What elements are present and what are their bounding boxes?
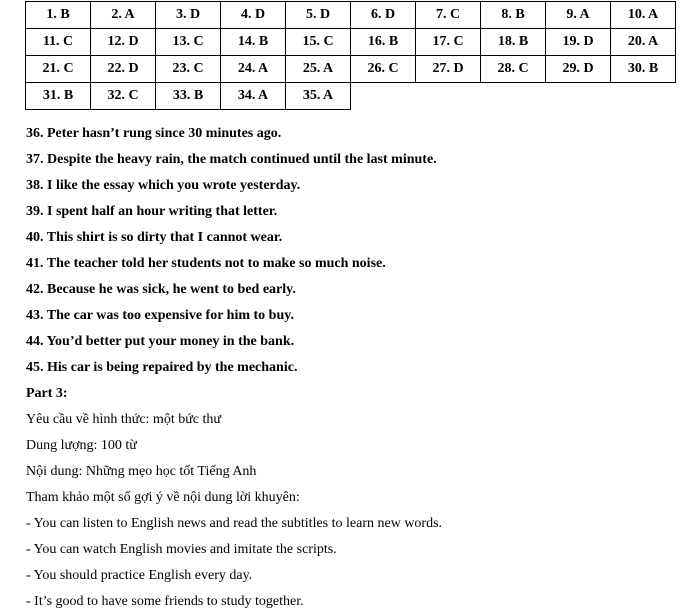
answer-cell: 10. A [611,2,676,29]
empty-cell [351,83,416,110]
empty-cell [611,83,676,110]
answer-sentence: 43. The car was too expensive for him to buy. [26,308,294,323]
answer-cell: 15. C [286,29,351,56]
answer-sentence: 36. Peter hasn’t rung since 30 minutes ago. [26,126,282,141]
answer-sentence: 40. This shirt is so dirty that I cannot wear. [26,230,283,245]
answer-cell: 31. B [26,83,91,110]
answer-cell: 17. C [416,29,481,56]
answer-cell: 12. D [91,29,156,56]
answer-cell: 26. C [351,56,416,83]
answer-cell: 9. A [546,2,611,29]
answer-cell: 34. A [221,83,286,110]
answer-cell: 5. D [286,2,351,29]
answer-cell: 28. C [481,56,546,83]
answer-cell: 18. B [481,29,546,56]
empty-cell [481,83,546,110]
answer-row [26,83,676,110]
part3-line: Dung lượng: 100 từ [26,438,137,453]
answer-key-table [25,1,676,110]
part3-line: Nội dung: Những mẹo học tốt Tiếng Anh [26,464,257,479]
part3-line: - It’s good to have some friends to study together. [26,594,304,609]
answer-sentence: 44. You’d better put your money in the bank. [26,334,295,349]
answer-cell: 32. C [91,83,156,110]
answer-cell: 25. A [286,56,351,83]
answer-cell: 22. D [91,56,156,83]
answer-cell: 21. C [26,56,91,83]
answer-sentence: 39. I spent half an hour writing that letter. [26,204,278,219]
answer-cell: 11. C [26,29,91,56]
part3-line: - You can listen to English news and read the subtitles to learn new words. [26,516,443,531]
answer-cell: 7. C [416,2,481,29]
answer-cell: 33. B [156,83,221,110]
answer-row [26,56,676,83]
document-body [26,121,686,615]
answer-cell: 35. A [286,83,351,110]
answer-sentence: 38. I like the essay which you wrote yesterday. [26,178,301,193]
answer-cell: 6. D [351,2,416,29]
answer-cell: 29. D [546,56,611,83]
answer-cell: 24. A [221,56,286,83]
answer-cell: 3. D [156,2,221,29]
answer-cell: 27. D [416,56,481,83]
answer-row [26,29,676,56]
answer-cell: 4. D [221,2,286,29]
empty-cell [546,83,611,110]
answer-row [26,2,676,29]
answer-sentence: 45. His car is being repaired by the mechanic. [26,360,298,375]
answer-sentence: 37. Despite the heavy rain, the match continued until the last minute. [26,152,437,167]
answer-cell: 14. B [221,29,286,56]
answer-cell: 2. A [91,2,156,29]
answer-sentence: 41. The teacher told her students not to make so much noise. [26,256,386,271]
empty-cell [416,83,481,110]
answer-cell: 1. B [26,2,91,29]
part3-line: Yêu cầu về hình thức: một bức thư [26,412,221,427]
answer-cell: 8. B [481,2,546,29]
answer-cell: 19. D [546,29,611,56]
answer-cell: 30. B [611,56,676,83]
part3-line: Tham khảo một số gợi ý về nội dung lời khuyên: [26,490,300,505]
part3-line: - You can watch English movies and imitate the scripts. [26,542,337,557]
part3-line: - You should practice English every day. [26,568,253,583]
answer-sentence: 42. Because he was sick, he went to bed early. [26,282,296,297]
answer-cell: 23. C [156,56,221,83]
part3-heading: Part 3: [26,386,68,401]
answer-cell: 13. C [156,29,221,56]
answer-cell: 20. A [611,29,676,56]
answer-cell: 16. B [351,29,416,56]
